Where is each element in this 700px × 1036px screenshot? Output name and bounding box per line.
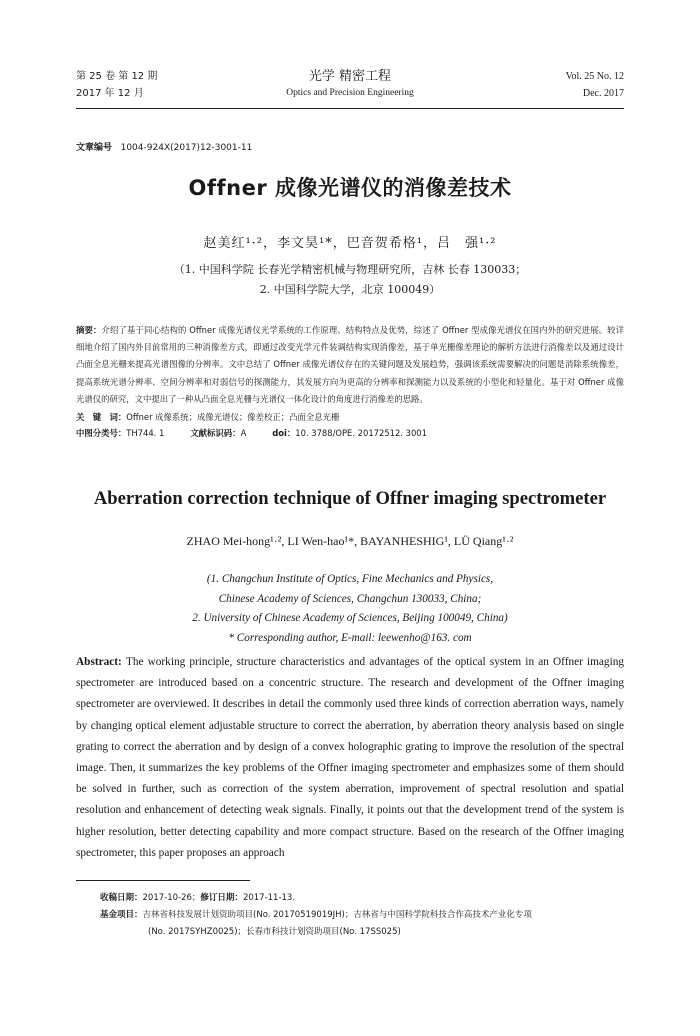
clc-value: TH744. 1 xyxy=(126,428,165,438)
affiliation-cn-line: 2. 中国科学院大学，北京 100049） xyxy=(259,283,441,296)
funding-line-1: 吉林省科技发展计划资助项目(No. 20170519019JH)；吉林省与中国科学院科技合作高技术产业化专项 xyxy=(142,910,532,920)
revised-value: 2017-11-13. xyxy=(242,893,296,903)
affiliation-en-line: Chinese Academy of Sciences, Changchun 130033, China; xyxy=(218,592,482,605)
abstract-cn-text: 介绍了基于同心结构的 Offner 成像光谱仪光学系统的工作原理、结构特点及优势，综述了 Offner 型成像光谱仪在国内外的研究进展。较详细地介绍了国内外目前常用的三种消像差方式，即通过改变光学元件装调结构实现消像差，基于单光栅像差理论的解析方法进行消像差以及通过设计凸面全息光栅来提高光谱图像的分辨率。文中总结了 Offner 成像光谱仪存在的关键问题及发展趋势，强调该系统需要解决的问题是消除系统像差，提高系统光谱分辨率、空间分辨率和对弱信号的探测能力，其发展方向为更高的分辨率和探测能力以及系统的小型化和轻量化。基于对 Offner 成像光谱仪的研究，文中提出了一种从凸面全息光栅与光谱仪一体化设计的角度进行消像差的思路。 xyxy=(76,325,624,404)
title-cn: Offner 成像光谱仪的消像差技术 xyxy=(188,176,512,200)
article-number-label: 文章编号 xyxy=(76,143,113,153)
article-number-value: 1004-924X(2017)12-3001-11 xyxy=(120,143,253,153)
affiliations-en xyxy=(76,570,624,648)
article-number xyxy=(76,140,252,153)
authors-en: ZHAO Mei-hong¹·², LI Wen-hao¹*, BAYANHESHIG¹, LÜ Qiang¹·² xyxy=(186,534,514,548)
keywords-cn-text: Offner 成像系统；成像光谱仪；像差校正；凸面全息光栅 xyxy=(126,412,340,422)
volume-issue-en: Vol. 25 No. 12 xyxy=(565,71,624,82)
affiliation-en-line: 2. University of Chinese Academy of Sciences, Beijing 100049, China) xyxy=(192,612,508,624)
funding-line-2: (No. 2017SYHZ0025)；长春市科技计划资助项目(No. 17SS025) xyxy=(148,927,401,937)
footnotes xyxy=(100,890,624,941)
header-center xyxy=(76,68,624,101)
keywords-cn-label: 关 键 词： xyxy=(76,412,127,422)
date-en: Dec. 2017 xyxy=(582,88,624,99)
dates-note xyxy=(100,890,624,907)
abstract-cn-label: 摘要： xyxy=(76,325,102,335)
funding-note xyxy=(100,907,624,941)
date-cn: 2017 年 12 月 xyxy=(76,88,144,99)
abstract-en-text: The working principle, structure characteristics and advantages of the optical system in an Offner imaging spectrometer are introduced based on a concentric structure. The research and development of the Offner imaging spectrometer are overviewed. It describes in detail the commonly used three kinds of correction aberration ways, namely by changing optical element adjustable structure to correct the aberration, by aberration theory analysis based on single grating to correct the aberration and by design of a convex holographic grating to improve the resolution of the spectral image. Then, it summarizes the key problems of the Offner imaging spectrometer and emphasizes some of them should be solved in further, such as correction of the system aberration, improvement of spectral resolution and spatial resolution and enhancement of detecting weak signals. Finally, it points out that the development trend of the system is higher resolution, better detecting capability and more compact structure. Based on the research of the Offner imaging spectrometer, this paper proposes an approach xyxy=(76,656,625,859)
clc-label: 中图分类号： xyxy=(76,428,127,438)
title-en: Aberration correction technique of Offner imaging spectrometer xyxy=(93,488,607,509)
received-label: 收稿日期： xyxy=(100,893,143,903)
corresponding-author: * Corresponding author, E-mail: leewenho@163. com xyxy=(228,631,472,644)
running-header xyxy=(76,68,624,104)
classification-cn xyxy=(76,426,624,440)
funding-label: 基金项目： xyxy=(100,910,143,920)
header-right xyxy=(566,68,624,102)
authors-cn: 赵美红¹·²，李文昊¹*，巴音贺希格¹，吕 强¹·² xyxy=(203,236,497,251)
doi-label: doi： xyxy=(272,428,296,438)
journal-name-en: Optics and Precision Engineering xyxy=(286,88,414,98)
affiliation-cn-line: （1. 中国科学院 长春光学精密机械与物理研究所，吉林 长春 130033； xyxy=(173,263,527,276)
doc-code-value: A xyxy=(240,428,247,438)
header-divider xyxy=(76,108,624,109)
abstract-cn xyxy=(76,322,624,408)
doc-code-label: 文献标识码： xyxy=(190,428,241,438)
doi-value: 10. 3788/OPE. 20172512. 3001 xyxy=(295,428,427,438)
affiliation-en-line: (1. Changchun Institute of Optics, Fine Mechanics and Physics, xyxy=(206,573,494,585)
footnote-divider xyxy=(76,880,250,881)
journal-name-cn: 光学 精密工程 xyxy=(308,69,392,84)
volume-issue-cn: 第 25 卷 第 12 期 xyxy=(76,71,158,82)
abstract-en-label: Abstract: xyxy=(76,656,122,668)
affiliations-cn xyxy=(76,260,624,300)
revised-label: 修订日期： xyxy=(200,893,243,903)
keywords-cn xyxy=(76,410,624,424)
received-value: 2017-10-26； xyxy=(142,893,201,903)
abstract-en xyxy=(76,652,624,864)
